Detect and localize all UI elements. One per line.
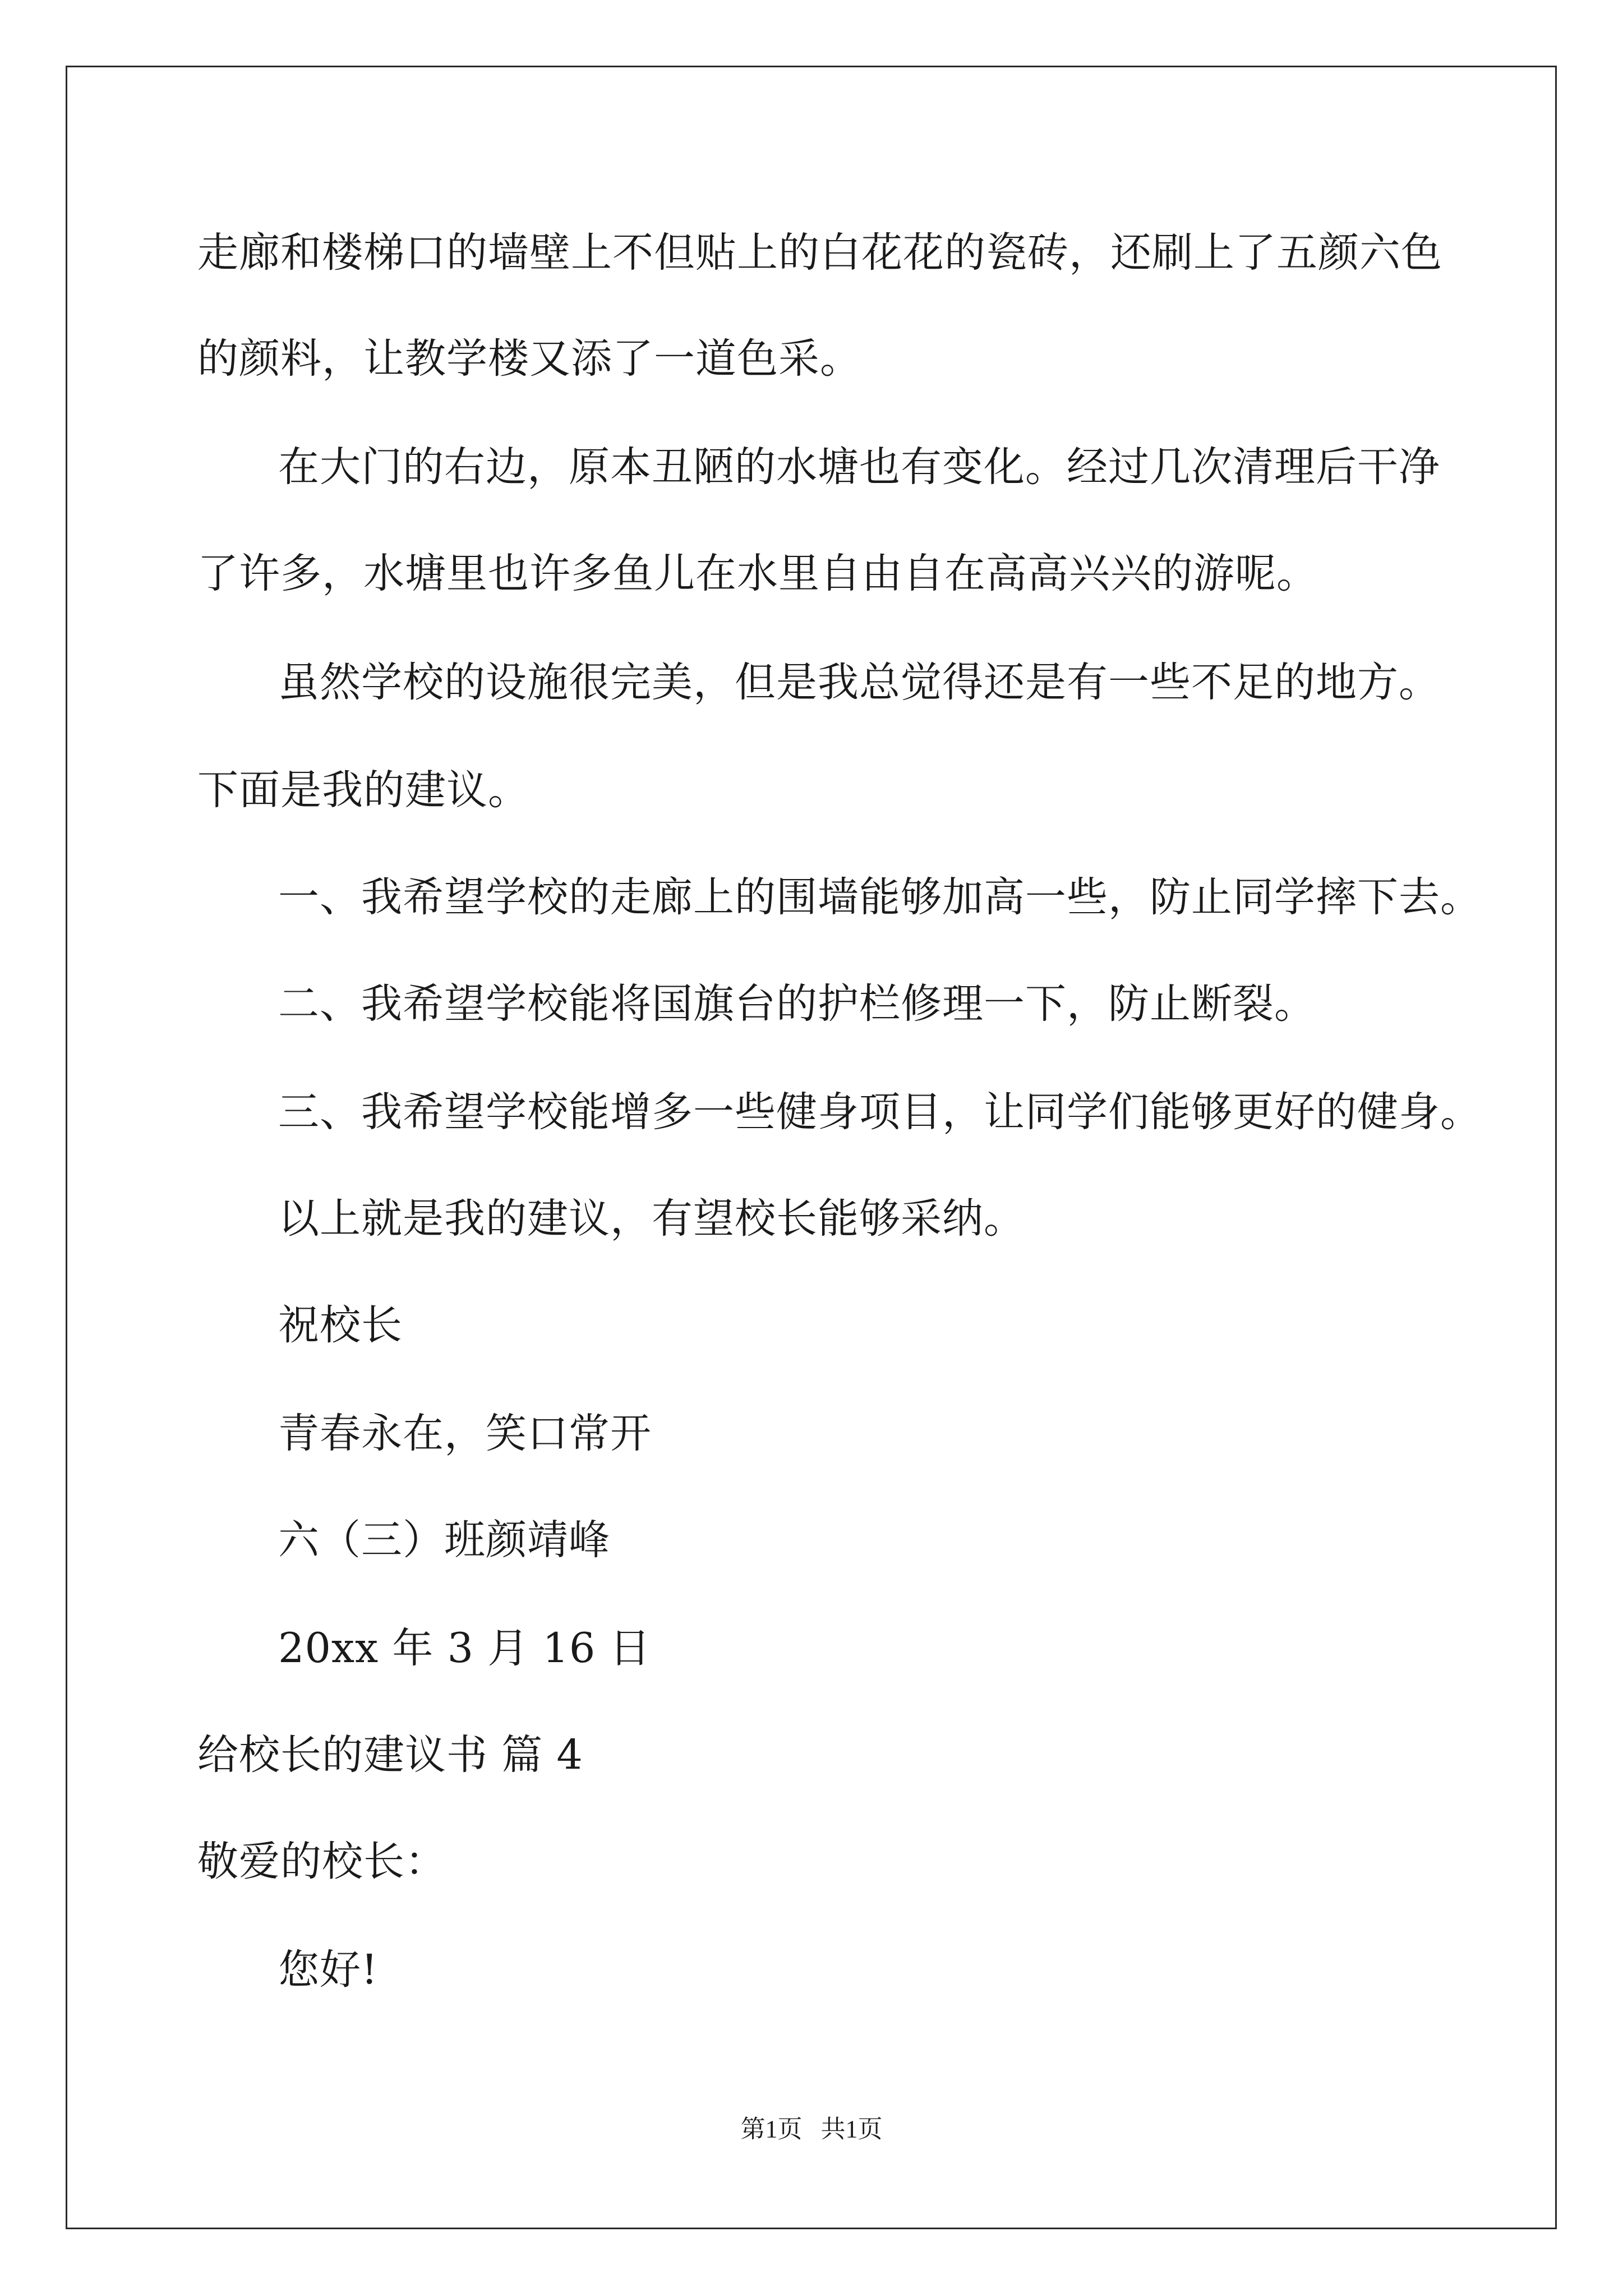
body-line-14: 20xx 年 3 月 16 日 [278, 1625, 651, 1672]
body-line-9: 三、我希望学校能增多一些健身项目，让同学们能够更好的健身。 [278, 1088, 1482, 1136]
page-number-footer: 第1页 共1页 [740, 2115, 883, 2143]
section-heading: 给校长的建议书 篇 4 [197, 1731, 583, 1779]
body-line-13: 六（三）班颜靖峰 [278, 1516, 610, 1564]
page-border [66, 66, 1557, 2229]
salutation: 敬爱的校长： [197, 1838, 446, 1885]
body-line-12: 青春永在，笑口常开 [278, 1410, 652, 1457]
body-line-4: 了许多，水塘里也许多鱼儿在水里自由自在高高兴兴的游呢。 [197, 550, 1318, 597]
greeting: 您好! [278, 1946, 379, 1994]
body-line-3: 在大门的右边，原本丑陋的水塘也有变化。经过几次清理后干净 [278, 443, 1440, 491]
body-line-10: 以上就是我的建议，有望校长能够采纳。 [278, 1195, 1025, 1243]
body-line-1: 走廊和楼梯口的墙壁上不但贴上的白花花的瓷砖，还刷上了五颜六色 [197, 229, 1442, 277]
body-line-11: 祝校长 [278, 1301, 403, 1349]
body-line-7: 一、我希望学校的走廊上的围墙能够加高一些，防止同学摔下去。 [278, 873, 1482, 921]
body-line-8: 二、我希望学校能将国旗台的护栏修理一下，防止断裂。 [278, 980, 1316, 1028]
body-line-5: 虽然学校的设施很完美，但是我总觉得还是有一些不足的地方。 [278, 659, 1440, 706]
body-line-2: 的颜料，让教学楼又添了一道色采。 [197, 335, 861, 383]
body-line-6: 下面是我的建议。 [197, 766, 529, 814]
